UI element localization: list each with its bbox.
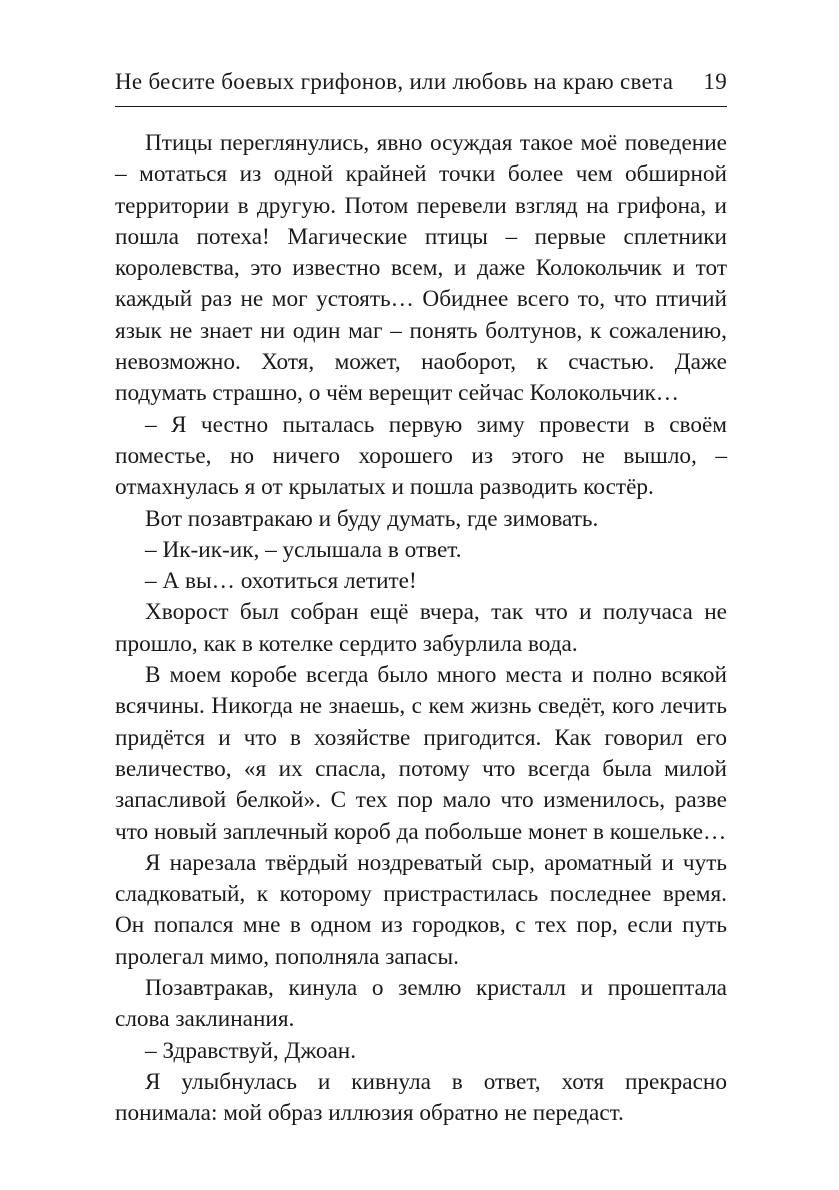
paragraph: – А вы… охотиться летите! (145, 568, 417, 595)
paragraph: – Ик-ик-ик, – услышала в ответ. (145, 536, 462, 563)
paragraph: Птицы переглянулись, явно осуждая такое моё поведение – мотаться из одной крайней точки более чем обширной территории в другую. Потом перевели взгляд на грифона, и пошла потеха! Магические птицы – первые сплетники королевства, это известно всем, и даже Колокольчик и тот каждый раз не мог устоять… Обиднее всего то, что птичий язык не знает ни один маг – понять болтунов, к сожалению, невозможно. Хотя, может, наоборот, к счастью. Даже подумать страшно, о чём верещит сейчас Колокольчик… (115, 130, 727, 407)
header-rule (115, 106, 727, 107)
paragraph: В моем коробе всегда было много места и полно всякой всячины. Никогда не знаешь, с кем жизнь сведёт, кого лечить придётся и что в хозяйстве пригодится. Как говорил его величество, «я их спасла, потому что всегда была милой запасливой белкой». С тех пор мало что изменилось, разве что новый заплечный короб да побольше монет в кошельке… (115, 662, 727, 845)
paragraph: Хворост был собран ещё вчера, так что и получаса не прошло, как в котелке сердито забурлила вода. (115, 599, 727, 657)
paragraph: Я нарезала твёрдый ноздреватый сыр, ароматный и чуть сладковатый, к которому пристрастилась последнее время. Он попался мне в одном из городков, с тех пор, если путь пролегал мимо, пополняла запасы. (115, 849, 727, 970)
running-head (115, 62, 727, 102)
paragraph: – Здравствуй, Джоан. (145, 1037, 357, 1064)
paragraph: Позавтракав, кинула о землю кристалл и прошептала слова заклинания. (115, 975, 727, 1033)
paragraph: Вот позавтракаю и буду думать, где зимовать. (145, 505, 599, 532)
paragraph: Я улыбнулась и кивнула в ответ, хотя прекрасно понимала: мой образ иллюзия обратно не передаст. (115, 1068, 727, 1127)
body-text (115, 128, 727, 1130)
page-number: 19 (703, 69, 727, 94)
paragraph: – Я честно пыталась первую зиму провести в своём поместье, но ничего хорошего из этого не вышло, – отмахнулась я от крылатых и пошла разводить костёр. (115, 411, 727, 501)
running-head-title: Не бесите боевых грифонов, или любовь на краю света (115, 69, 674, 94)
